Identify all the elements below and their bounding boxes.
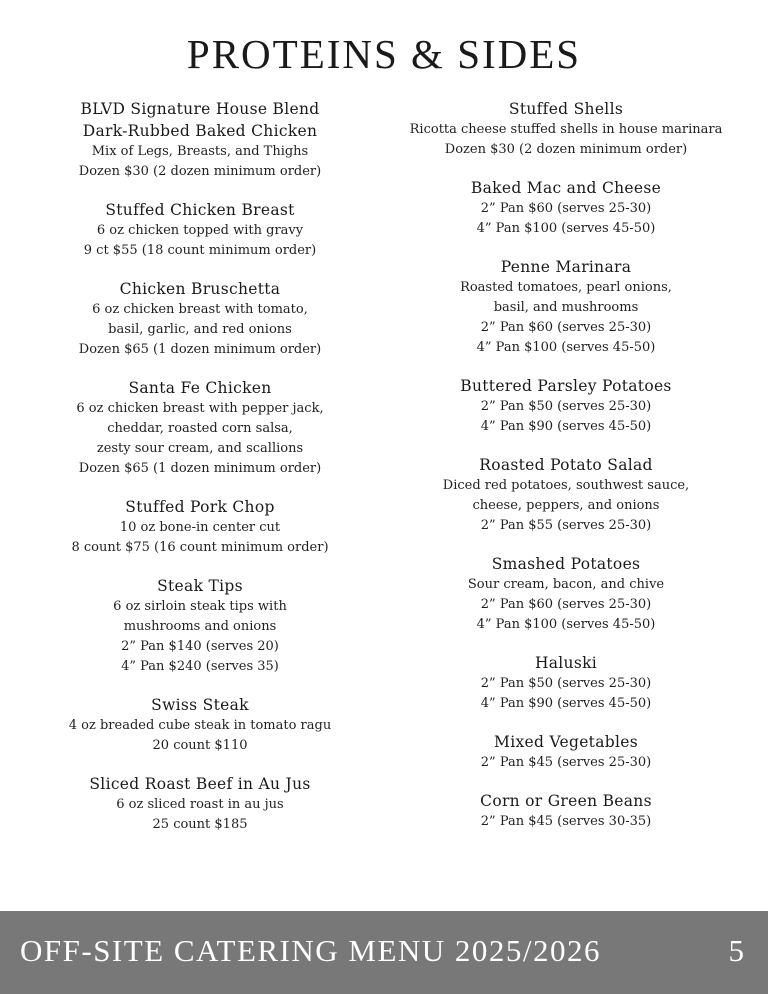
item-spacer [388,773,744,790]
menu-item-name: Stuffed Pork Chop [125,498,275,516]
menu-item-detail: 4” Pan $100 (serves 45-50) [476,617,656,632]
footer-title: OFF-SITE CATERING MENU 2025/2026 [20,933,602,968]
menu-item-detail: 4” Pan $90 (serves 45-50) [480,696,652,711]
menu-item-detail: 2” Pan $60 (serves 25-30) [480,201,652,216]
menu-item-detail: Dozen $65 (1 dozen minimum order) [78,342,322,357]
menu-item [388,553,744,635]
menu-item [40,496,360,558]
menu-item-detail: Diced red potatoes, southwest sauce, [442,478,690,493]
item-spacer [388,358,744,375]
menu-item-detail: 20 count $110 [152,738,248,753]
item-spacer [40,182,360,199]
menu-item-detail: Dozen $30 (2 dozen minimum order) [78,164,322,179]
menu-item [40,377,360,479]
menu-item [40,575,360,677]
item-spacer [388,714,744,731]
menu-item-name: Swiss Steak [151,696,249,714]
item-spacer [40,677,360,694]
menu-item-name: Corn or Green Beans [480,792,652,810]
menu-item-detail: Dozen $65 (1 dozen minimum order) [78,461,322,476]
menu-item-detail: Ricotta cheese stuffed shells in house marinara [409,122,723,137]
item-spacer [388,536,744,553]
menu-item-detail: 9 ct $55 (18 count minimum order) [83,243,317,258]
menu-item-detail: 2” Pan $55 (serves 25-30) [480,518,652,533]
menu-item-name: Buttered Parsley Potatoes [460,377,672,395]
item-spacer [388,160,744,177]
menu-item-detail: 4” Pan $100 (serves 45-50) [476,221,656,236]
menu-item-detail: 2” Pan $140 (serves 20) [121,639,279,654]
menu-item-name: BLVD Signature House Blend [80,100,320,118]
menu-item-name: Santa Fe Chicken [128,379,272,397]
menu-item-name: Chicken Bruschetta [119,280,281,298]
menu-item [388,731,744,773]
menu-item-detail: basil, garlic, and red onions [108,322,292,337]
menu-item-detail: 6 oz chicken breast with pepper jack, [76,401,324,416]
menu-item-detail: 6 oz sirloin steak tips with [113,599,287,614]
menu-item-detail: cheddar, roasted corn salsa, [107,421,293,436]
menu-item-name: Stuffed Shells [508,100,624,118]
menu-item-detail: 6 oz sliced roast in au jus [116,797,284,812]
menu-item [388,375,744,437]
menu-item-detail: Roasted tomatoes, pearl onions, [460,280,672,295]
menu-item-name: Haluski [534,654,598,672]
menu-item-detail: cheese, peppers, and onions [472,498,660,513]
item-spacer [388,239,744,256]
item-spacer [388,635,744,652]
menu-item-name: Roasted Potato Salad [479,456,653,474]
footer-bar [0,911,768,994]
menu-item-detail: 2” Pan $60 (serves 25-30) [480,320,652,335]
menu-item-name: Dark-Rubbed Baked Chicken [82,122,318,140]
item-spacer [388,437,744,454]
menu-item-detail: 2” Pan $60 (serves 25-30) [480,597,652,612]
menu-item-detail: 2” Pan $50 (serves 25-30) [480,676,652,691]
menu-item-detail: 4” Pan $100 (serves 45-50) [476,340,656,355]
menu-item-detail: 25 count $185 [152,817,248,832]
menu-item-detail: Mix of Legs, Breasts, and Thighs [91,144,309,159]
item-spacer [40,360,360,377]
menu-item-detail: 2” Pan $45 (serves 25-30) [480,755,652,770]
menu-item-detail: mushrooms and onions [123,619,277,634]
item-spacer [40,756,360,773]
page-title: PROTEINS & SIDES [186,31,582,77]
menu-item-detail: 4 oz breaded cube steak in tomato ragu [68,718,332,733]
menu-item-name: Penne Marinara [500,258,632,276]
page-number: 5 [728,933,744,968]
menu-item-detail: basil, and mushrooms [493,300,639,315]
menu-item-detail: 10 oz bone-in center cut [119,520,281,535]
menu-item-detail: 4” Pan $240 (serves 35) [121,659,279,674]
menu-item-detail: 2” Pan $45 (serves 30-35) [480,814,652,829]
menu-item [40,773,360,835]
menu-item-name: Baked Mac and Cheese [470,179,662,197]
menu-item [388,98,744,160]
sides-column [388,98,744,832]
menu-item [388,652,744,714]
menu-item [40,694,360,756]
item-spacer [40,558,360,575]
item-spacer [40,479,360,496]
menu-item-detail: 4” Pan $90 (serves 45-50) [480,419,652,434]
proteins-column [40,98,360,835]
menu-item-detail: 6 oz chicken breast with tomato, [92,302,308,317]
menu-item [40,98,360,182]
menu-item-name: Mixed Vegetables [494,733,638,751]
menu-item [388,454,744,536]
item-spacer [40,261,360,278]
menu-item [388,790,744,832]
menu-item-name: Steak Tips [157,577,243,595]
menu-item-name: Stuffed Chicken Breast [105,201,295,219]
menu-item-detail: Dozen $30 (2 dozen minimum order) [444,142,688,157]
menu-item-name: Sliced Roast Beef in Au Jus [89,775,311,793]
menu-item-detail: zesty sour cream, and scallions [96,441,304,456]
menu-item-detail: Sour cream, bacon, and chive [467,577,665,592]
menu-item-name: Smashed Potatoes [491,555,641,573]
menu-item-detail: 8 count $75 (16 count minimum order) [71,540,329,555]
menu-item [40,278,360,360]
menu-item-detail: 6 oz chicken topped with gravy [96,223,304,238]
menu-item [388,256,744,358]
menu-item [388,177,744,239]
menu-item-detail: 2” Pan $50 (serves 25-30) [480,399,652,414]
menu-item [40,199,360,261]
